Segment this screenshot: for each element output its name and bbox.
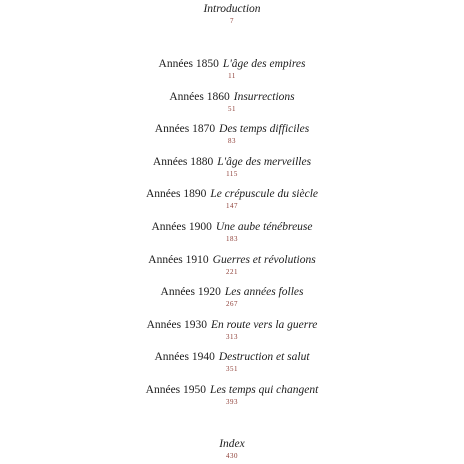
- entry-title: [0, 155, 464, 169]
- chapter-subtitle: L'âge des merveilles: [217, 156, 312, 168]
- toc-entry-1940: [0, 350, 464, 374]
- entry-title: [0, 437, 464, 451]
- entry-title: [0, 285, 464, 299]
- page-number: 115: [226, 170, 238, 178]
- page-number: 430: [226, 452, 238, 460]
- entry-title: [0, 253, 464, 267]
- page-number: 267: [226, 300, 238, 308]
- decade-label: Années 1930: [146, 319, 207, 331]
- entry-title: [0, 57, 464, 71]
- entry-title: [0, 350, 464, 364]
- toc-entry-index: [0, 437, 464, 461]
- toc-entry-1880: [0, 155, 464, 179]
- chapter-subtitle: Insurrections: [233, 91, 295, 103]
- page-number: 221: [226, 268, 238, 276]
- chapter-subtitle: Une aube ténébreuse: [215, 221, 313, 233]
- index-title: Index: [219, 438, 245, 450]
- page-number: 51: [228, 105, 236, 113]
- toc-entry-introduction: [0, 2, 464, 26]
- page-number: 183: [226, 235, 238, 243]
- decade-label: Années 1880: [152, 156, 214, 168]
- entry-title: [0, 318, 464, 332]
- chapter-subtitle: Guerres et révolutions: [212, 254, 316, 266]
- decade-label: Années 1950: [145, 384, 207, 396]
- toc-entry-1900: [0, 220, 464, 244]
- chapter-subtitle: Les temps qui changent: [210, 384, 319, 396]
- chapter-subtitle: En route vers la guerre: [210, 319, 318, 331]
- toc-entry-1870: [0, 122, 464, 146]
- toc-entry-1930: [0, 318, 464, 342]
- page-number: 313: [226, 333, 238, 341]
- entry-title: [0, 2, 464, 16]
- chapter-subtitle: Destruction et salut: [218, 351, 310, 363]
- toc-entry-1860: [0, 90, 464, 114]
- chapter-subtitle: Le crépuscule du siècle: [210, 188, 318, 200]
- decade-label: Années 1920: [160, 286, 221, 298]
- entry-title: [0, 90, 464, 104]
- decade-label: Années 1900: [151, 221, 212, 233]
- decade-label: Années 1860: [169, 91, 230, 103]
- toc-entry-1950: [0, 383, 464, 407]
- page-number: 83: [228, 137, 236, 145]
- introduction-title: Introduction: [203, 3, 261, 15]
- page-number: 351: [226, 365, 238, 373]
- page-number: 393: [226, 398, 238, 406]
- decade-label: Années 1870: [154, 123, 216, 135]
- entry-title: [0, 383, 464, 397]
- entry-title: [0, 122, 464, 136]
- toc-entry-1850: [0, 57, 464, 81]
- decade-label: Années 1910: [148, 254, 209, 266]
- toc-entry-1920: [0, 285, 464, 309]
- entry-title: [0, 187, 464, 201]
- decade-label: Années 1940: [154, 351, 215, 363]
- chapter-subtitle: Des temps difficiles: [219, 123, 310, 135]
- entry-title: [0, 220, 464, 234]
- page-number: 11: [228, 72, 236, 80]
- chapter-subtitle: L'âge des empires: [222, 58, 306, 70]
- decade-label: Années 1850: [158, 58, 219, 70]
- decade-label: Années 1890: [146, 188, 207, 200]
- toc-entry-1910: [0, 253, 464, 277]
- chapter-subtitle: Les années folles: [224, 286, 304, 298]
- page-number: 7: [230, 17, 234, 25]
- toc-entry-1890: [0, 187, 464, 211]
- page-number: 147: [226, 202, 238, 210]
